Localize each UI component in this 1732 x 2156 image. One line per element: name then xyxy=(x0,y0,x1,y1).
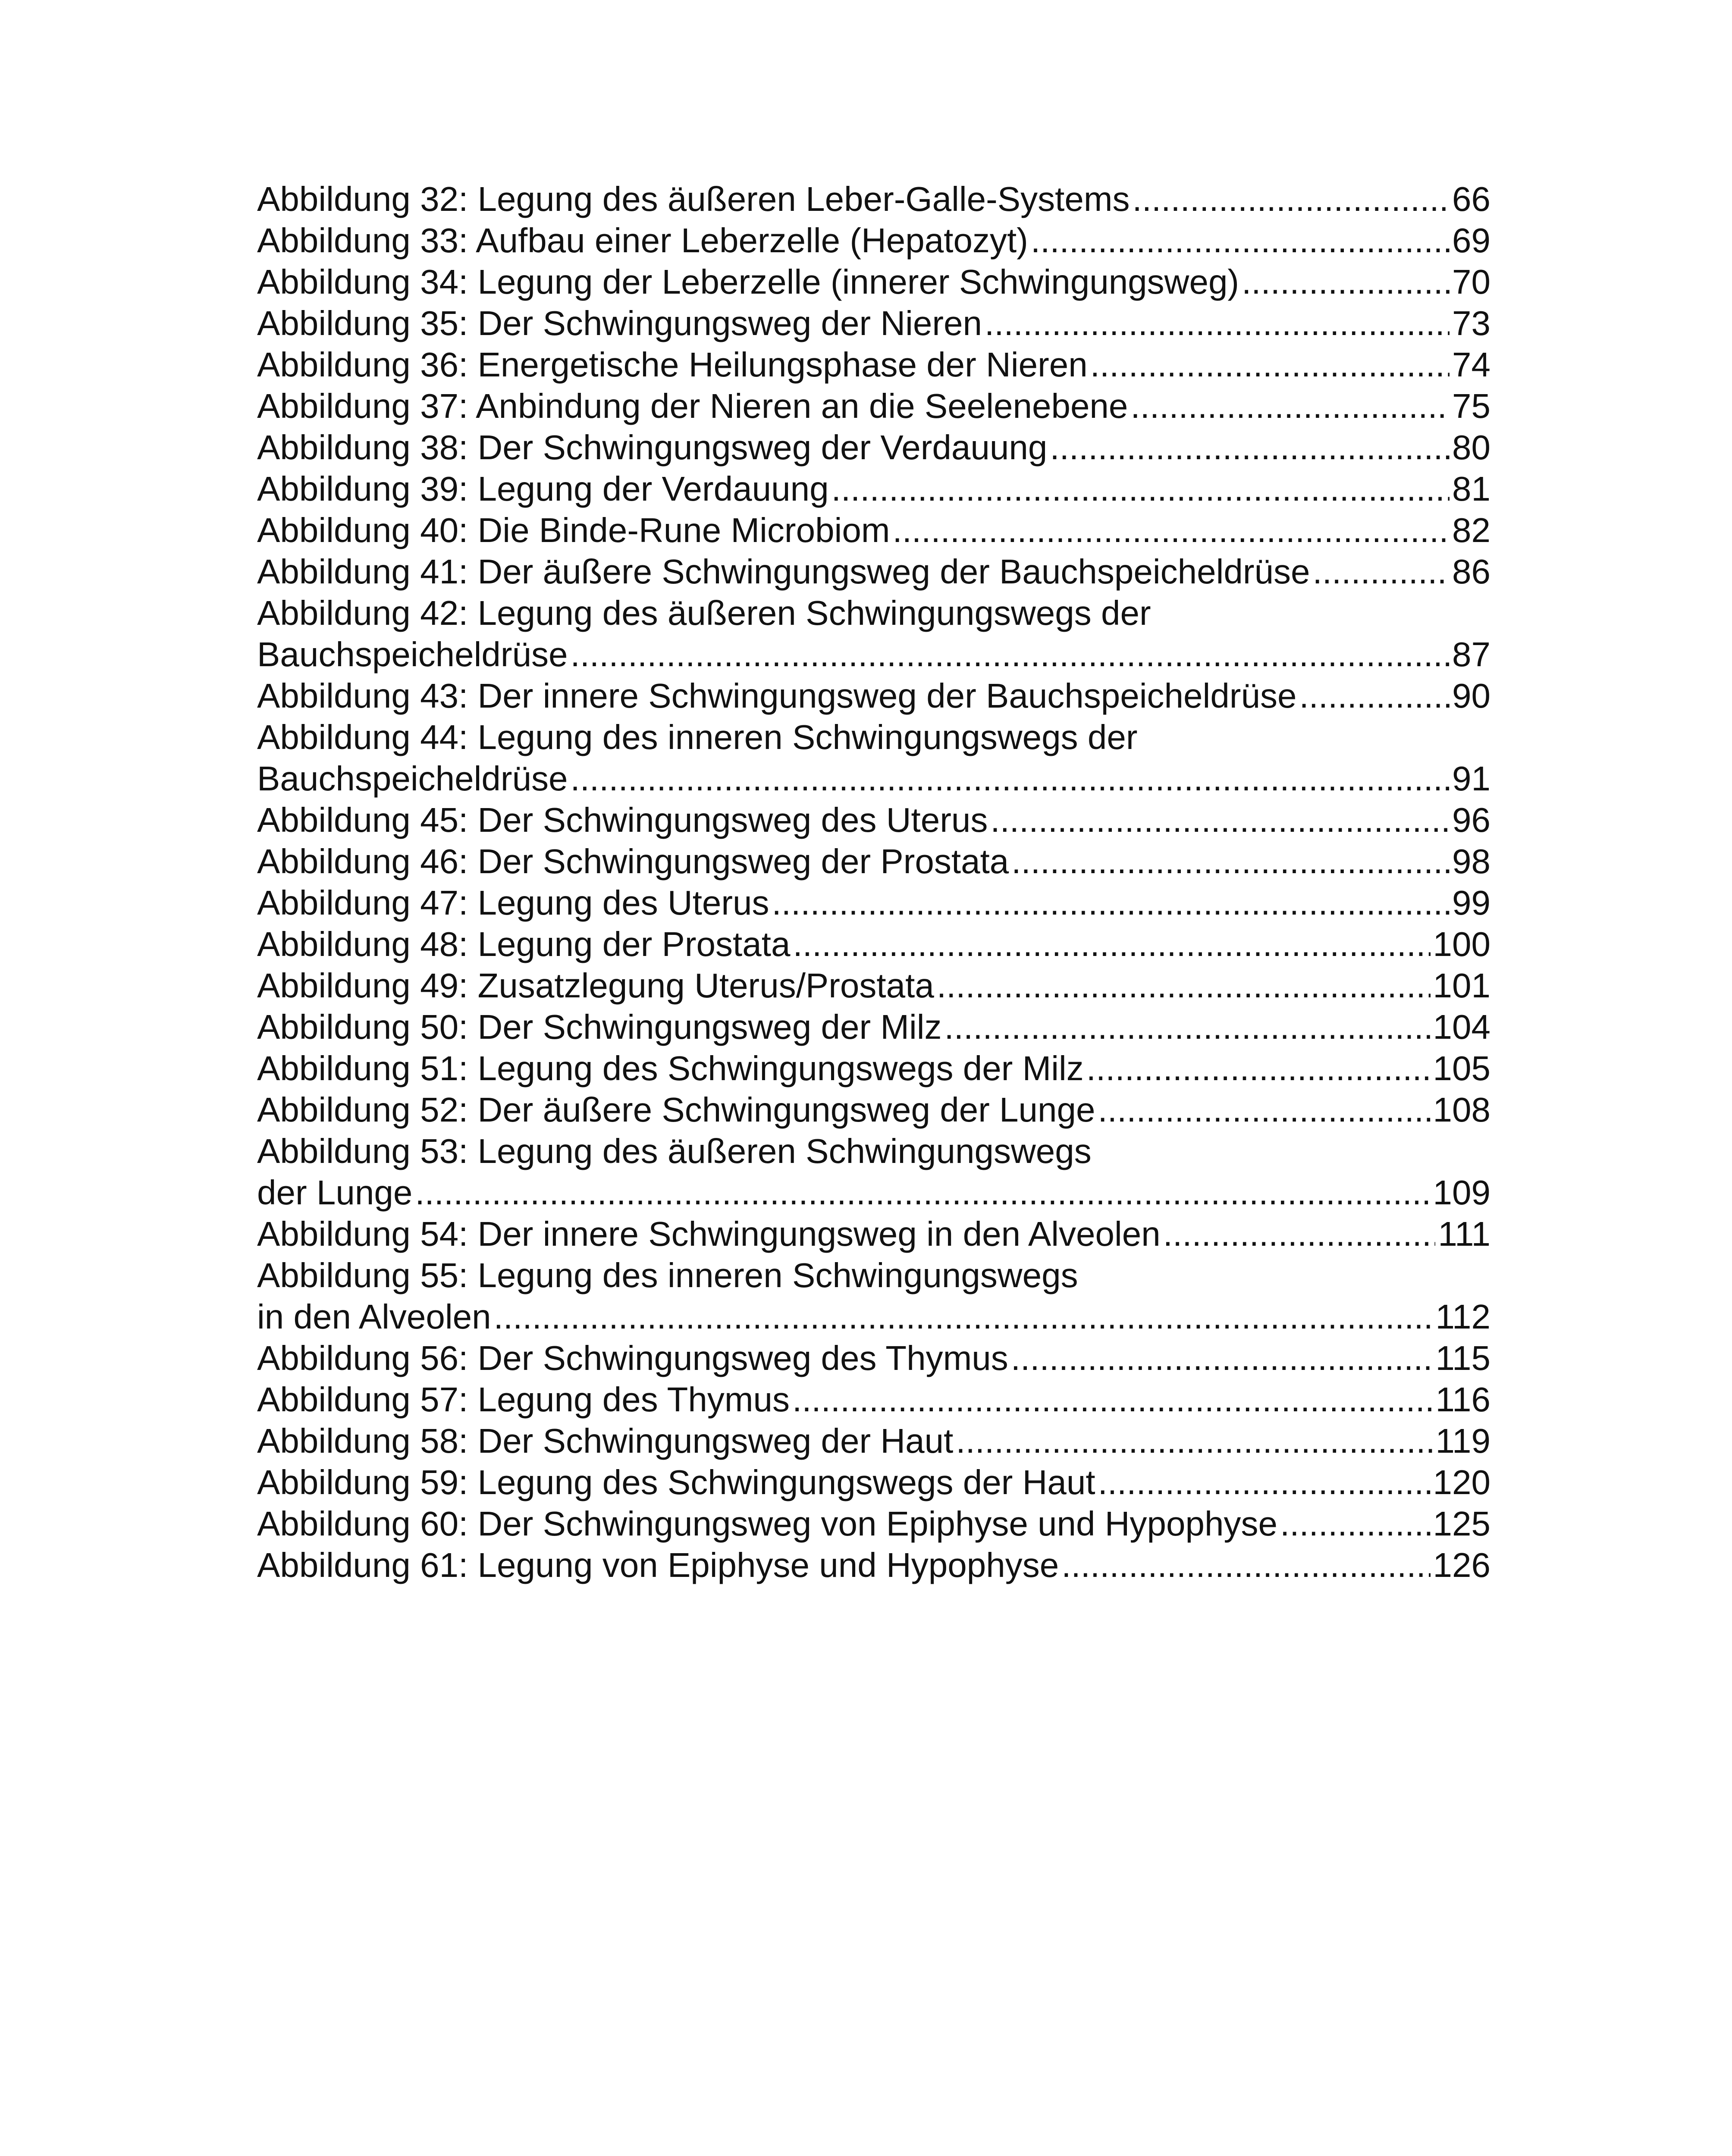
toc-entry-title: Abbildung 60: Der Schwingungsweg von Epiphyse und Hypophyse xyxy=(257,1504,1277,1543)
toc-page-number: 108 xyxy=(1433,1091,1490,1129)
toc-page-number: 96 xyxy=(1452,801,1490,839)
toc-leader-dots xyxy=(1090,344,1450,385)
toc-entry xyxy=(257,510,1490,551)
toc-entry xyxy=(257,1338,1490,1379)
toc-leader-dots xyxy=(570,634,1450,675)
toc-leader-dots xyxy=(1011,841,1450,882)
toc-entry-title: Abbildung 52: Der äußere Schwingungsweg der Lunge xyxy=(257,1091,1095,1129)
toc-entry-title: Abbildung 54: Der innere Schwingungsweg in den Alveolen xyxy=(257,1215,1161,1253)
toc-leader-dots xyxy=(793,924,1430,965)
toc-entry xyxy=(257,427,1490,468)
toc-entry-title-line-1: Abbildung 53: Legung des äußeren Schwingungswegs xyxy=(257,1132,1092,1170)
toc-entry xyxy=(257,717,1490,799)
toc-leader-dots xyxy=(985,303,1450,344)
toc-entry xyxy=(257,592,1490,675)
toc-page-number: 75 xyxy=(1452,387,1490,425)
toc-page-number: 111 xyxy=(1438,1215,1490,1253)
toc-entry-title-line-2: in den Alveolen xyxy=(257,1297,491,1336)
toc-page-number: 66 xyxy=(1452,180,1490,218)
toc-page-number: 104 xyxy=(1433,1008,1490,1046)
toc-entry-title-line-1: Abbildung 42: Legung des äußeren Schwingungswegs der xyxy=(257,594,1151,632)
toc-leader-dots xyxy=(1098,1462,1431,1503)
toc-entry xyxy=(257,1379,1490,1420)
toc-entry xyxy=(257,1089,1490,1131)
toc-leader-dots xyxy=(892,510,1450,551)
toc-page-number: 109 xyxy=(1433,1173,1490,1212)
toc-leader-dots xyxy=(831,468,1450,510)
toc-leader-dots xyxy=(772,882,1450,924)
toc-entry-title: Abbildung 50: Der Schwingungsweg der Milz xyxy=(257,1008,942,1046)
toc-entry xyxy=(257,924,1490,965)
toc-entry-title: Abbildung 61: Legung von Epiphyse und Hypophyse xyxy=(257,1546,1059,1584)
toc-leader-dots xyxy=(792,1379,1433,1420)
toc-entry xyxy=(257,841,1490,882)
toc-page-number: 126 xyxy=(1433,1546,1490,1584)
toc-entry xyxy=(257,220,1490,261)
toc-entry xyxy=(257,468,1490,510)
toc-entry-title-line-2: Bauchspeicheldrüse xyxy=(257,635,568,674)
toc-entry xyxy=(257,675,1490,717)
toc-leader-dots xyxy=(1163,1213,1436,1255)
toc-entry xyxy=(257,1048,1490,1089)
toc-page-number: 91 xyxy=(1452,759,1490,798)
toc-entry-title: Abbildung 35: Der Schwingungsweg der Nieren xyxy=(257,304,982,342)
toc-entry xyxy=(257,1545,1490,1586)
toc-entry-title: Abbildung 51: Legung des Schwingungswegs der Milz xyxy=(257,1049,1084,1087)
toc-leader-dots xyxy=(570,758,1450,799)
toc-entry xyxy=(257,179,1490,220)
toc-page-number: 86 xyxy=(1452,552,1490,591)
toc-leader-dots xyxy=(1031,220,1450,261)
toc-leader-dots xyxy=(1086,1048,1431,1089)
toc-entry-title: Abbildung 56: Der Schwingungsweg des Thymus xyxy=(257,1339,1008,1377)
toc-page-number: 73 xyxy=(1452,304,1490,342)
list-of-figures xyxy=(257,179,1490,1586)
toc-entry xyxy=(257,1462,1490,1503)
toc-entry-title: Abbildung 49: Zusatzlegung Uterus/Prostata xyxy=(257,966,934,1005)
toc-leader-dots xyxy=(1050,427,1450,468)
toc-leader-dots xyxy=(1242,261,1450,303)
toc-entry-title: Abbildung 58: Der Schwingungsweg der Haut xyxy=(257,1422,954,1460)
toc-entry xyxy=(257,385,1490,427)
toc-leader-dots xyxy=(1130,385,1450,427)
toc-page-number: 99 xyxy=(1452,884,1490,922)
toc-entry-title: Abbildung 57: Legung des Thymus xyxy=(257,1380,790,1419)
toc-entry-title: Abbildung 48: Legung der Prostata xyxy=(257,925,791,963)
toc-entry-title-line-2: Bauchspeicheldrüse xyxy=(257,759,568,798)
toc-entry xyxy=(257,965,1490,1006)
toc-page-number: 120 xyxy=(1433,1463,1490,1501)
toc-leader-dots xyxy=(937,965,1431,1006)
toc-leader-dots xyxy=(1132,179,1450,220)
toc-entry-title: Abbildung 34: Legung der Leberzelle (innerer Schwingungsweg) xyxy=(257,263,1239,301)
toc-entry-title: Abbildung 37: Anbindung der Nieren an die Seelenebene xyxy=(257,387,1128,425)
toc-page-number: 98 xyxy=(1452,842,1490,881)
toc-entry xyxy=(257,1131,1490,1213)
toc-page-number: 80 xyxy=(1452,428,1490,467)
toc-entry xyxy=(257,551,1490,592)
toc-entry xyxy=(257,1503,1490,1545)
toc-entry xyxy=(257,1213,1490,1255)
toc-entry xyxy=(257,882,1490,924)
toc-page-number: 70 xyxy=(1452,263,1490,301)
toc-entry-title: Abbildung 32: Legung des äußeren Leber-Galle-Systems xyxy=(257,180,1130,218)
toc-entry xyxy=(257,261,1490,303)
toc-leader-dots xyxy=(494,1296,1433,1338)
toc-leader-dots xyxy=(1011,1338,1433,1379)
toc-page-number: 90 xyxy=(1452,677,1490,715)
toc-entry xyxy=(257,1255,1490,1338)
toc-leader-dots xyxy=(944,1006,1431,1048)
toc-leader-dots xyxy=(1313,551,1450,592)
toc-page-number: 100 xyxy=(1433,925,1490,963)
toc-page-number: 87 xyxy=(1452,635,1490,674)
toc-entry-title: Abbildung 36: Energetische Heilungsphase der Nieren xyxy=(257,345,1088,384)
toc-leader-dots xyxy=(1098,1089,1431,1131)
toc-page-number: 119 xyxy=(1435,1422,1490,1460)
toc-leader-dots xyxy=(1061,1545,1430,1586)
toc-leader-dots xyxy=(1280,1503,1431,1545)
toc-entry-title-line-2: der Lunge xyxy=(257,1173,413,1212)
toc-entry-title: Abbildung 59: Legung des Schwingungswegs der Haut xyxy=(257,1463,1095,1501)
toc-entry-title-line-1: Abbildung 44: Legung des inneren Schwingungswegs der xyxy=(257,718,1138,756)
toc-entry-title: Abbildung 45: Der Schwingungsweg des Uterus xyxy=(257,801,988,839)
toc-page-number: 105 xyxy=(1433,1049,1490,1087)
toc-page-number: 82 xyxy=(1452,511,1490,549)
toc-leader-dots xyxy=(956,1420,1433,1462)
toc-entry-title: Abbildung 33: Aufbau einer Leberzelle (Hepatozyt) xyxy=(257,221,1028,260)
toc-page-number: 74 xyxy=(1452,345,1490,384)
toc-entry-title-line-1: Abbildung 55: Legung des inneren Schwingungswegs xyxy=(257,1256,1078,1294)
toc-entry-title: Abbildung 40: Die Binde-Rune Microbiom xyxy=(257,511,890,549)
toc-leader-dots xyxy=(990,799,1450,841)
toc-entry xyxy=(257,1006,1490,1048)
toc-page-number: 112 xyxy=(1435,1297,1490,1336)
toc-page-number: 101 xyxy=(1433,966,1490,1005)
toc-entry xyxy=(257,799,1490,841)
toc-entry-title: Abbildung 41: Der äußere Schwingungsweg der Bauchspeicheldrüse xyxy=(257,552,1310,591)
toc-page-number: 115 xyxy=(1435,1339,1490,1377)
toc-leader-dots xyxy=(415,1172,1430,1213)
toc-page-number: 116 xyxy=(1435,1380,1490,1419)
toc-entry xyxy=(257,303,1490,344)
toc-page-number: 125 xyxy=(1433,1504,1490,1543)
toc-entry-title: Abbildung 38: Der Schwingungsweg der Verdauung xyxy=(257,428,1048,467)
toc-entry-title: Abbildung 43: Der innere Schwingungsweg der Bauchspeicheldrüse xyxy=(257,677,1297,715)
toc-page-number: 81 xyxy=(1452,470,1490,508)
toc-entry-title: Abbildung 47: Legung des Uterus xyxy=(257,884,769,922)
toc-entry-title: Abbildung 46: Der Schwingungsweg der Prostata xyxy=(257,842,1009,881)
toc-entry-title: Abbildung 39: Legung der Verdauung xyxy=(257,470,829,508)
toc-entry xyxy=(257,344,1490,385)
toc-page-number: 69 xyxy=(1452,221,1490,260)
toc-leader-dots xyxy=(1299,675,1450,717)
toc-entry xyxy=(257,1420,1490,1462)
